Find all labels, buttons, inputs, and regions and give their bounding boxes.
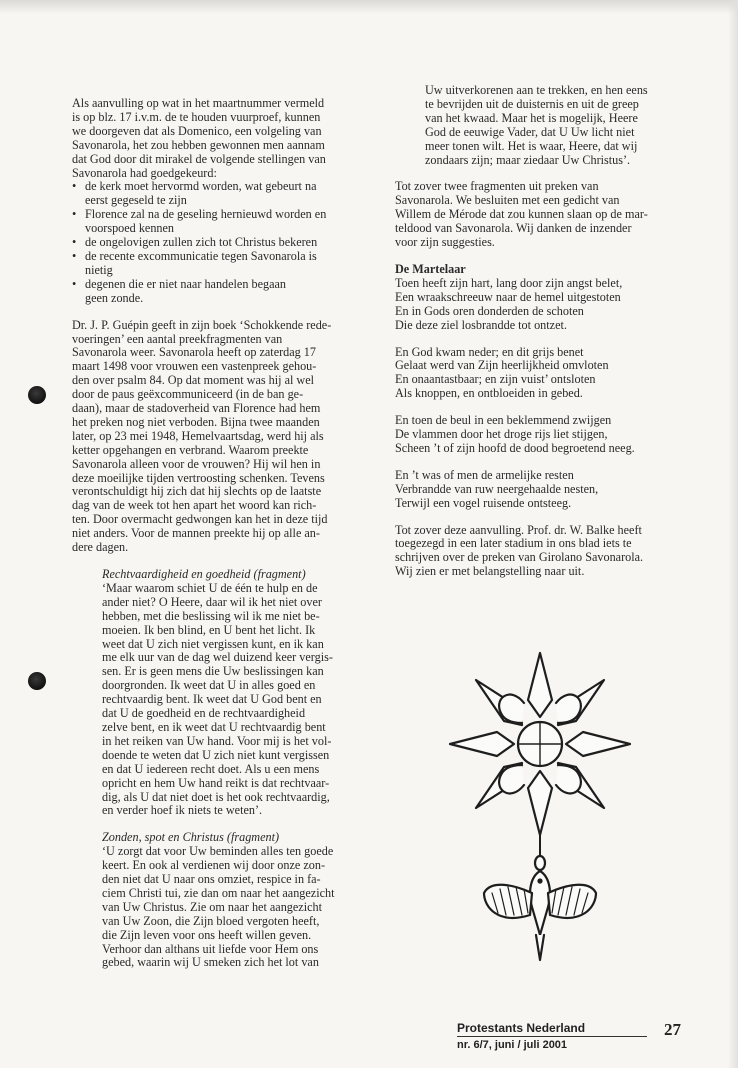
poem-line: Als knoppen, en ontbloeiden in gebed. bbox=[395, 386, 583, 401]
right-column bbox=[395, 84, 685, 579]
fragment-title: Zonden, spot en Christus (fragment) bbox=[102, 830, 280, 845]
page-edge-shadow bbox=[0, 0, 738, 14]
poem-line: Een wraakschreeuw naar de hemel uitgestoten bbox=[395, 289, 621, 304]
poem-line: En God kwam neder; en dit grijs benet bbox=[395, 344, 584, 359]
list-item: • de recente excommunicatie tegen Savonarola is nietig bbox=[72, 248, 317, 277]
huguenot-cross-icon bbox=[440, 645, 640, 990]
page-number: 27 bbox=[664, 1020, 681, 1039]
poem-line: De vlammen door het droge rijs liet stijgen, bbox=[395, 427, 608, 442]
bullet-icon: • bbox=[72, 235, 77, 250]
poem-line: Toen heeft zijn hart, lang door zijn angst belet, bbox=[395, 275, 623, 290]
issue-info: nr. 6/7, juni / juli 2001 bbox=[457, 1039, 568, 1051]
closing-paragraph: Tot zover twee fragmenten uit preken van Savonarola. We besluiten met een gedicht van Willem de Mérode dat zou kunnen slaan op de mar- teldood van Savonarola. Wij danken de inzender voor zijn suggesties. bbox=[395, 179, 648, 250]
punch-hole bbox=[28, 672, 46, 690]
poem-line: Scheen ’t of zijn hoofd de dood begroetend neeg. bbox=[395, 440, 635, 455]
poem-line: En onaantastbaar; en zijn vuist’ ontsloten bbox=[395, 372, 596, 387]
punch-hole bbox=[28, 386, 46, 404]
publication-name: Protestants Nederland bbox=[457, 1021, 586, 1035]
thesis-list bbox=[72, 180, 360, 305]
poem-line: En ’t was of men de armelijke resten bbox=[395, 467, 574, 482]
poem-line: En in Gods oren donderden de schoten bbox=[395, 303, 584, 318]
left-column bbox=[72, 97, 360, 970]
poem-line: Verbrandde van ruw neergehaalde nesten, bbox=[395, 481, 599, 496]
fragment-text: ‘Maar waarom schiet U de één te hulp en de ander niet? O Heere, daar wil ik het niet over hebben, met die beslissing wil ik me niet be- moeien. Ik ben blind, en U bent het licht. Ik weet dat U zich niet vergissen kunt, en ik kan me elk uur van de dag wel duizend keer vergis- sen. Er is geen mens die Uw beslissingen kan doorgronden. Ik weet dat U in alles goed en rechtvaardig bent. Ik weet dat U God bent en dat U de goedheid en de rechtvaardigheid zelve bent, en ik weet dat U rechtvaardig bent in het reiken van Uw hand. Voor mij is het vol- doende te weten dat U zich niet kunt vergissen en dat U iedereen recht doet. Als u een mens opricht en hem Uw hand reikt is dat rechtvaar- dig, als U dat niet doet is het ook rechtvaardig, en verder hoef ik niets te weten’. bbox=[102, 580, 333, 818]
poem-title: De Martelaar bbox=[395, 261, 466, 276]
footer-rule bbox=[457, 1036, 647, 1037]
bullet-icon: • bbox=[72, 207, 77, 222]
poem bbox=[395, 263, 685, 511]
list-item: • degenen die er niet naar handelen begaan geen zonde. bbox=[72, 276, 286, 305]
list-item: • Florence zal na de geseling hernieuwd worden en voorspoed kennen bbox=[72, 207, 327, 236]
guepin-paragraph: Dr. J. P. Guépin geeft in zijn boek ‘Schokkende rede- voeringen’ een aantal preekfragmenten van Savonarola weer. Savonarola heeft op zaterdag 17 maart 1498 voor vrouwen een vastenpreek gehou- den over psalm 84. Op dat moment was hij al wel door de paus geëxcommuniceerd (in de ban ge- daan), maar de stadoverheid van Florence had hem het preken nog niet verboden. Bijna twee maanden later, op 23 mei 1948, Hemelvaartsdag, werd hij als ketter opgehangen en verbrand. Waarom preekte Savonarola alleen voor de vrouwen? Hij wil hen in deze moeilijke tijden vertroosting schenken. Tevens verontschuldigt hij zich dat hij slechts op de laatste dag van de week tot hen apart het woord kan rich- ten. Door overmacht gedwongen kan het in deze tijd niet anders. Voor de mannen preekte hij op alle an- dere dagen. bbox=[72, 317, 332, 555]
fragment-text: Uw uitverkorenen aan te trekken, en hen eens te bevrijden uit de duisternis en uit de greep van het kwaad. Maar het is mogelijk, Heere God de eeuwige Vader, dat U Uw licht niet meer tonen wilt. Het is waar, Heere, dat wij zondaars zijn; maar ziedaar Uw Christus’. bbox=[425, 83, 648, 167]
poem-line: Terwijl een vogel ruisende ontsteeg. bbox=[395, 495, 572, 510]
fragment-title: Rechtvaardigheid en goedheid (fragment) bbox=[102, 567, 306, 581]
list-item: • de ongelovigen zullen zich tot Christus bekeren bbox=[72, 235, 318, 250]
poem-line: Die deze ziel losbrandde tot ontzet. bbox=[395, 317, 567, 332]
addendum-paragraph: Tot zover deze aanvulling. Prof. dr. W. Balke heeft toegezegd in een later stadium in ons blad iets te schrijven over de preken van Girolano Savonarola. Wij zien er met belangstelling naar uit. bbox=[395, 522, 644, 579]
poem-line: Gelaat werd van Zijn heerlijkheid omvloten bbox=[395, 358, 609, 373]
intro-paragraph: Als aanvulling op wat in het maartnummer vermeld is op blz. 17 i.v.m. de te houden vuurproef, kunnen we doorgeven dat als Domenico, een volgeling van Savonarola, het zou hebben gewonnen men aannam dat God door dit mirakel de volgende stellingen van Savonarola had goedgekeurd: bbox=[72, 96, 326, 180]
fragment-continuation bbox=[425, 84, 685, 167]
bullet-icon: • bbox=[72, 248, 77, 263]
fragment-text: ‘U zorgt dat voor Uw beminden alles ten goede keert. En ook al verdienen wij door onze zon- den niet dat U naar ons omziet, respice in fa- ciem Christi tui, zie dan om naar het aangezicht van Uw Christus. Zie om naar het aangezicht van Uw Zoon, die Zijn bloed vergoten heeft, die Zijn leven voor ons heeft willen geven. Verhoor dan althans uit liefde voor Hem ons gebed, waarin wij U smeken zich het lot van bbox=[102, 844, 335, 970]
bullet-icon: • bbox=[72, 179, 77, 194]
page-edge-shadow-right bbox=[728, 0, 738, 1068]
fragment-rechtvaardigheid bbox=[102, 568, 360, 970]
list-item: • de kerk moet hervormd worden, wat gebeurt na eerst gegeseld te zijn bbox=[72, 179, 317, 208]
bullet-icon: • bbox=[72, 276, 77, 291]
poem-line: En toen de beul in een beklemmend zwijgen bbox=[395, 413, 612, 428]
